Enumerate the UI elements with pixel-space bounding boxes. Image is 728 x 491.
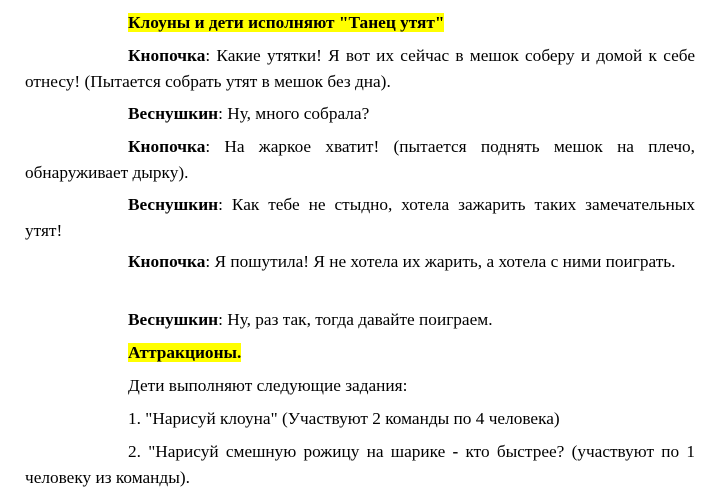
dialogue-paragraph-4: [25, 192, 695, 244]
dialogue-paragraph-5: [25, 249, 695, 275]
task-text-end: кто быстрее? (участвуют по 1 человеку из команды).: [25, 442, 695, 487]
speaker-name: Веснушкин: [128, 310, 219, 329]
attractions-heading-highlight: Аттракционы.: [128, 343, 242, 362]
task-text-start: 2. "Нарисуй смешную рожицу на шарике: [128, 442, 453, 461]
dialogue-text: : Ну, много собрала?: [218, 104, 370, 123]
task-item-1: [25, 406, 695, 432]
dialogue-paragraph-2: [25, 101, 695, 127]
task-text: 1. "Нарисуй клоуна" (Участвуют 2 команды по 4 человека): [128, 409, 560, 428]
dialogue-paragraph-3: [25, 134, 695, 186]
speaker-name: Веснушкин: [128, 104, 219, 123]
speaker-name: Веснушкин: [128, 195, 219, 214]
speaker-name: Кнопочка: [128, 252, 206, 271]
dialogue-text: : На жаркое хватит! (пытается поднять мешок на плечо, обнаруживает дырку).: [25, 137, 695, 182]
dialogue-paragraph-6: [25, 307, 695, 333]
attractions-heading: [25, 340, 695, 366]
intro-text: Дети выполняют следующие задания:: [128, 376, 408, 395]
dialogue-text: : Как тебе не стыдно, хотела зажарить таких замечательных утят!: [25, 195, 695, 240]
dialogue-text: : Я пошутила! Я не хотела их жарить, а хотела с ними поиграть.: [205, 252, 676, 271]
intro-paragraph: [25, 373, 695, 399]
speaker-name: Кнопочка: [128, 46, 206, 65]
dialogue-paragraph-1: [25, 43, 695, 95]
dialogue-text: : Ну, раз так, тогда давайте поиграем.: [218, 310, 493, 329]
speaker-name: Кнопочка: [128, 137, 206, 156]
task-dash: -: [452, 442, 459, 461]
dialogue-text: : Какие утятки! Я вот их сейчас в мешок соберу и домой к себе отнесу! (Пытается собрать утят в мешок без дна).: [25, 46, 695, 91]
scene-heading: [25, 10, 695, 36]
task-item-2: [25, 439, 695, 491]
scene-heading-highlight: Клоуны и дети исполняют "Танец утят": [128, 13, 445, 32]
